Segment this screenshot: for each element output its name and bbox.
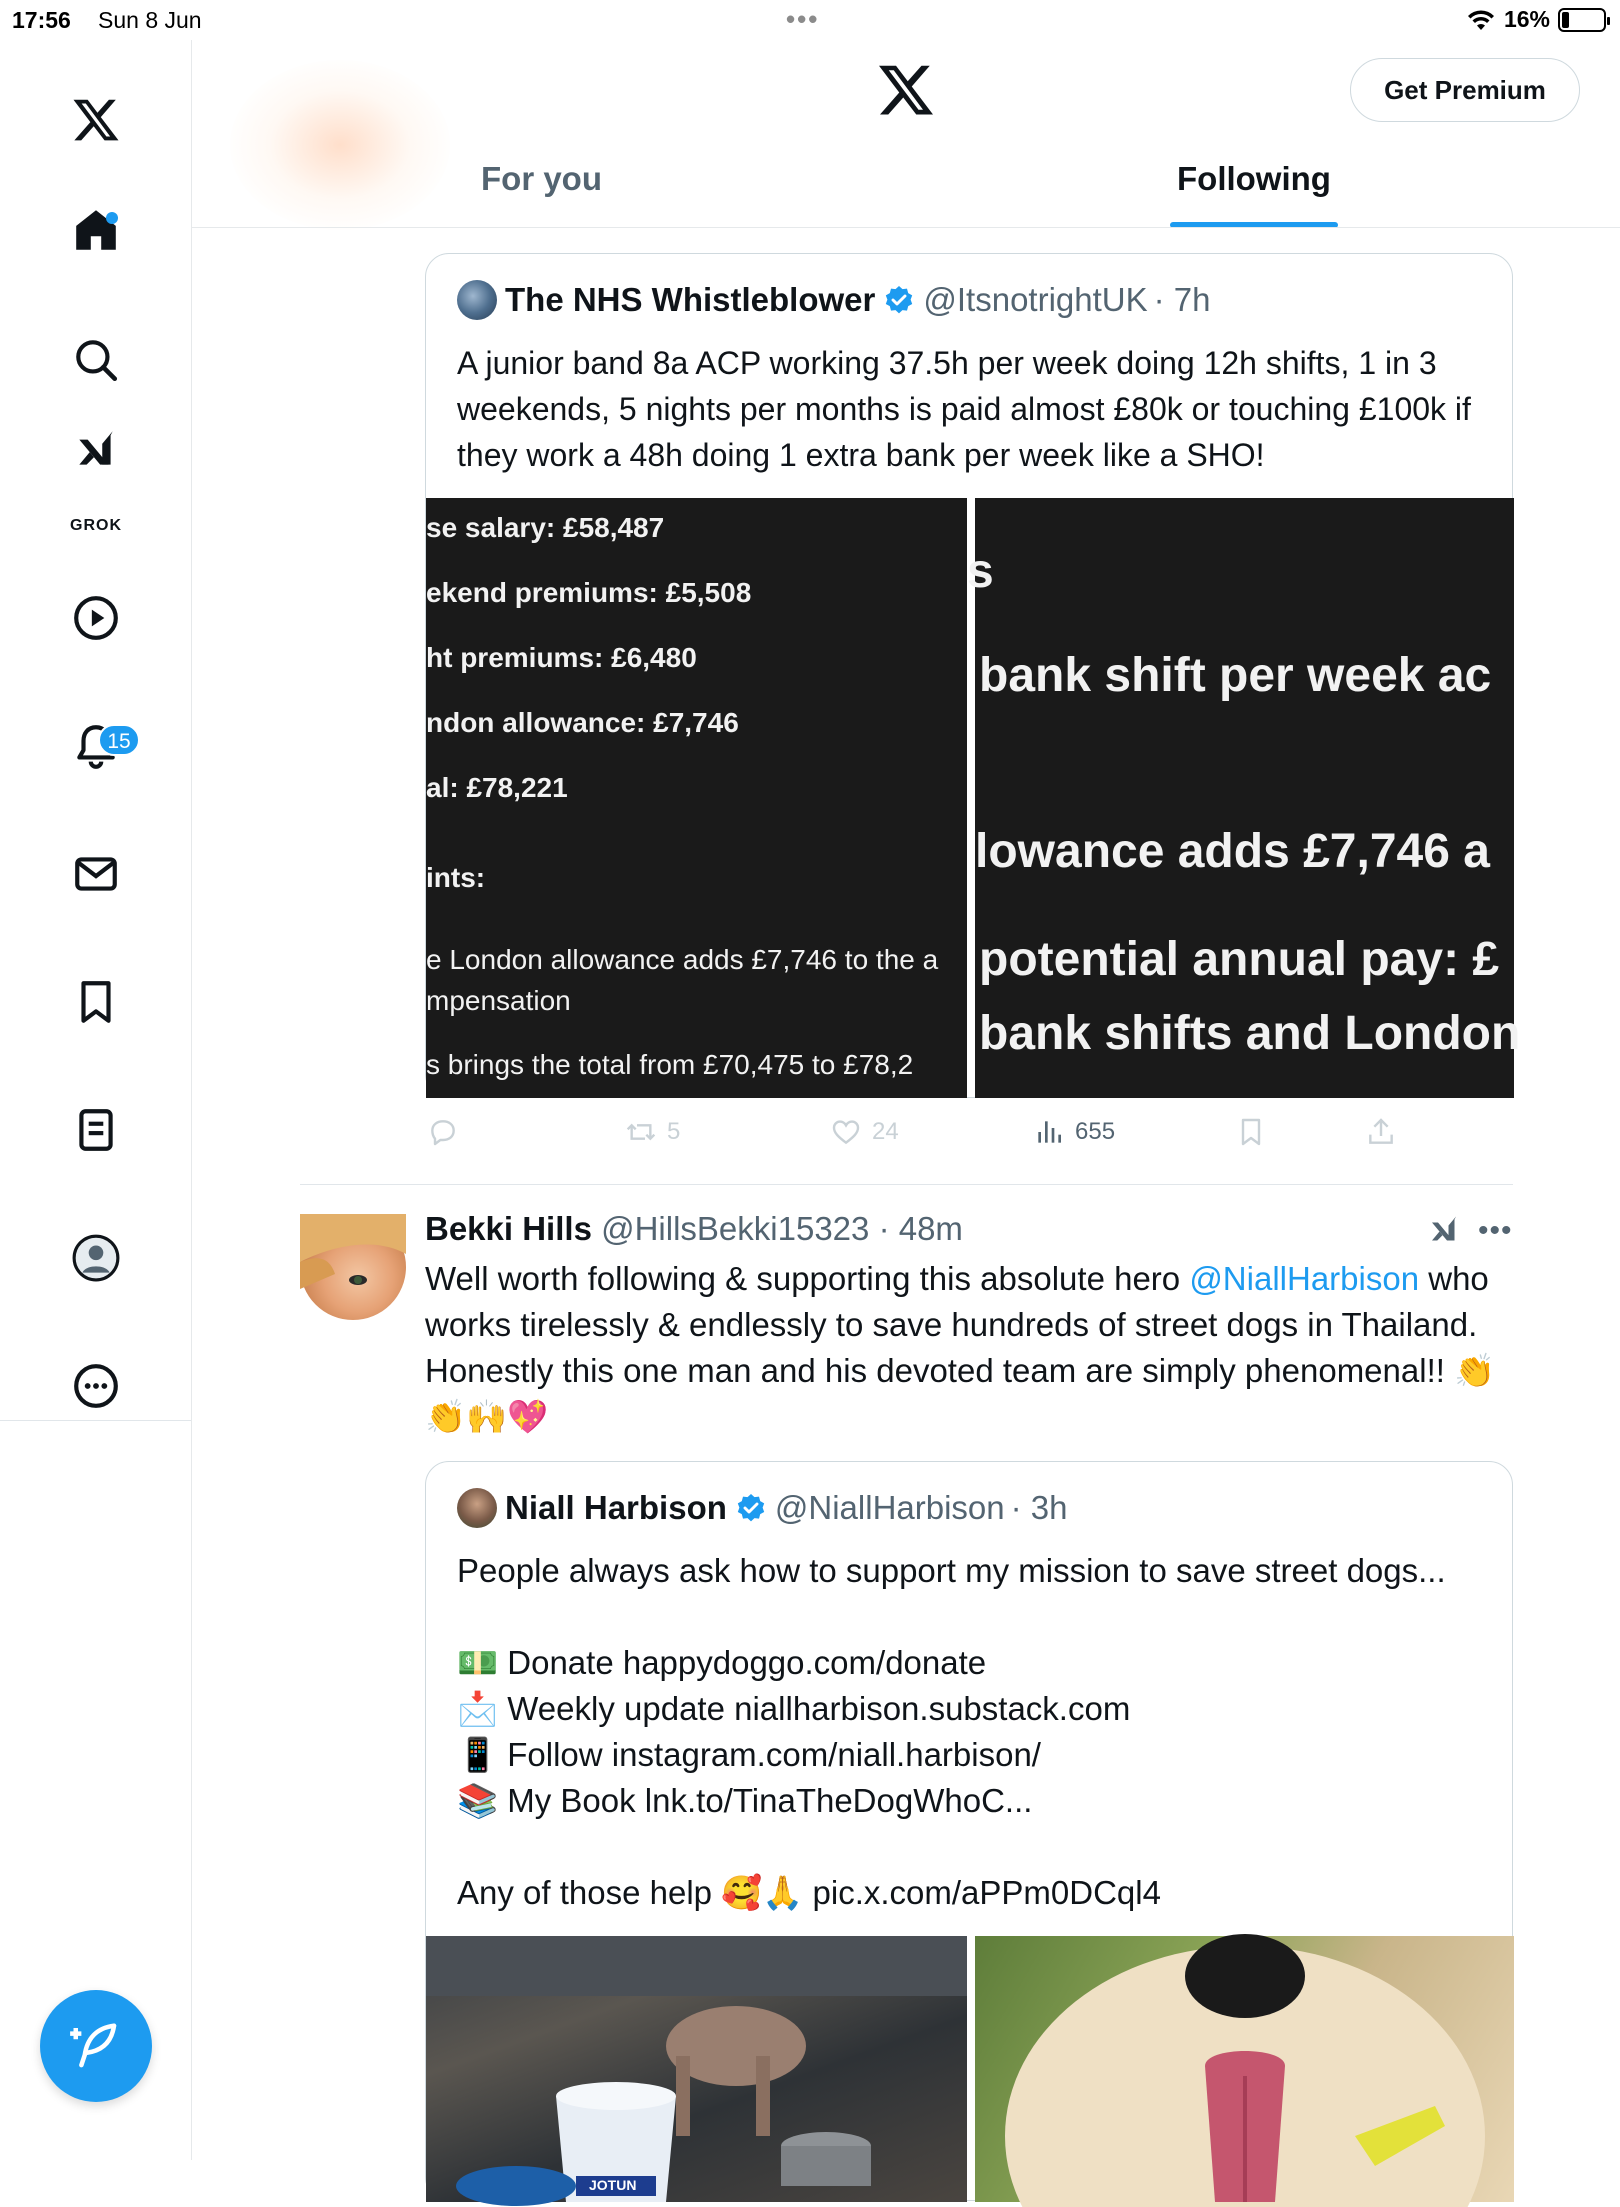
wifi-icon bbox=[1466, 8, 1496, 32]
media-text-line: s brings the total from £70,475 to £78,2 bbox=[426, 1049, 914, 1080]
status-date: Sun 8 Jun bbox=[98, 7, 202, 33]
quoted-tweet-text: A junior band 8a ACP working 37.5h per week doing 12h shifts, 1 in 3 weekends, 5 nights per months is paid almost £80k or touching £100k if they work a 48h doing 1 extra bank per week like a SHO! bbox=[457, 345, 1471, 473]
media-text-line: se salary: £58,487 bbox=[426, 512, 665, 543]
view-count: 655 bbox=[1075, 1118, 1116, 1145]
author-handle[interactable]: @NiallHarbison bbox=[774, 1489, 1005, 1526]
like-button[interactable] bbox=[830, 1116, 899, 1148]
media-image-right[interactable] bbox=[967, 498, 1521, 1098]
tab-for-you[interactable]: For you bbox=[481, 160, 602, 197]
post-separator bbox=[300, 1184, 1513, 1185]
video-play-icon[interactable] bbox=[66, 588, 126, 648]
post-more-icon[interactable]: ••• bbox=[1478, 1214, 1513, 1247]
media-text-line: potential annual pay: £ bbox=[979, 933, 1500, 986]
quoted-tweet-header bbox=[457, 280, 1211, 320]
nav-divider bbox=[0, 1420, 192, 1421]
views-chart-icon bbox=[1033, 1116, 1065, 1148]
media-text-line: s bbox=[967, 545, 994, 598]
media-text-line: bank shift per week ac bbox=[979, 649, 1492, 702]
text-line: Any of those help 🥰🙏 pic.x.com/aPPm0DCql4 bbox=[457, 1874, 1161, 1911]
quoted-tweet-text bbox=[457, 1548, 1497, 1916]
home-icon[interactable] bbox=[66, 200, 126, 260]
media-text-line: mpensation bbox=[426, 985, 571, 1016]
multitasking-dots-icon[interactable]: ••• bbox=[786, 4, 820, 34]
paint-bucket-label: JOTUN bbox=[589, 2177, 637, 2193]
author-handle[interactable]: @ItsnotrightUK bbox=[923, 281, 1148, 318]
post-text bbox=[425, 1256, 1515, 1440]
verified-badge-icon bbox=[883, 284, 915, 316]
header-bottom-border bbox=[192, 227, 1620, 228]
post-text-part: who works tirelessly & endlessly to save hundreds of street dogs in Thailand. Honestly this one man and his devoted team are simply phenomenal!! 👏👏🙌💖 bbox=[425, 1260, 1496, 1435]
x-logo-icon[interactable] bbox=[66, 90, 126, 150]
status-time: 17:56 bbox=[12, 7, 71, 33]
post-time: · 48m bbox=[878, 1210, 963, 1247]
post-actions bbox=[425, 1116, 1425, 1156]
post-time: · 7h bbox=[1153, 281, 1211, 318]
bookmark-icon[interactable] bbox=[66, 972, 126, 1032]
media-text-line: bank shifts and London bbox=[979, 1007, 1521, 1060]
nav-rail-border bbox=[191, 1420, 192, 2160]
profile-avatar-icon[interactable] bbox=[66, 1228, 126, 1288]
media-text-line: ht premiums: £6,480 bbox=[426, 642, 697, 673]
bookmark-post-button[interactable] bbox=[1235, 1116, 1267, 1148]
share-upload-icon bbox=[1365, 1116, 1397, 1148]
battery-icon bbox=[1558, 8, 1606, 32]
author-handle[interactable]: @HillsBekki15323 bbox=[601, 1210, 870, 1247]
text-line: 📱 Follow instagram.com/niall.harbison/ bbox=[457, 1736, 1041, 1773]
status-bar bbox=[0, 0, 1620, 40]
repost-icon bbox=[625, 1116, 657, 1148]
notifications-badge: 15 bbox=[98, 724, 140, 756]
quoted-tweet-card[interactable] bbox=[425, 253, 1521, 1098]
text-line bbox=[457, 1594, 1497, 1640]
media-text-line: ndon allowance: £7,746 bbox=[426, 707, 739, 738]
mention-link[interactable]: @NiallHarbison bbox=[1189, 1260, 1420, 1297]
repost-count: 5 bbox=[667, 1118, 681, 1145]
more-options-icon[interactable] bbox=[66, 1356, 126, 1416]
text-line: 💵 Donate happydoggo.com/donate bbox=[457, 1644, 987, 1681]
text-line bbox=[457, 1824, 1497, 1870]
reply-button[interactable] bbox=[427, 1116, 459, 1148]
messages-envelope-icon[interactable] bbox=[66, 844, 126, 904]
lists-icon[interactable] bbox=[66, 1100, 126, 1160]
globe-avatar[interactable] bbox=[457, 280, 497, 320]
media-text-line: ekend premiums: £5,508 bbox=[426, 577, 752, 608]
battery-percent: 16% bbox=[1503, 6, 1550, 32]
left-navigation bbox=[0, 40, 192, 1420]
dog-photo-left[interactable] bbox=[426, 1936, 967, 2202]
compose-feather-icon bbox=[69, 2019, 123, 2073]
media-text-line: e London allowance adds £7,746 to the a bbox=[426, 944, 939, 975]
tab-following[interactable]: Following bbox=[1177, 160, 1331, 197]
post-header bbox=[425, 1210, 963, 1248]
heart-icon bbox=[830, 1116, 862, 1148]
author-name[interactable]: Bekki Hills bbox=[425, 1210, 592, 1247]
quoted-tweet-header bbox=[457, 1488, 1068, 1528]
dog-photo-right[interactable] bbox=[975, 1936, 1514, 2202]
post-text-part: Well worth following & supporting this absolute hero bbox=[425, 1260, 1190, 1297]
bookmark-icon bbox=[1235, 1116, 1267, 1148]
text-line: 📚 My Book lnk.to/TinaTheDogWhoC... bbox=[457, 1782, 1033, 1819]
grok-explain-icon[interactable] bbox=[1426, 1212, 1462, 1248]
home-unread-dot bbox=[106, 212, 118, 224]
search-icon[interactable] bbox=[66, 330, 126, 390]
views-button[interactable] bbox=[1033, 1116, 1115, 1148]
media-text-line: lowance adds £7,746 a bbox=[975, 825, 1490, 878]
reply-bubble-icon bbox=[427, 1116, 459, 1148]
x-logo-center-icon[interactable] bbox=[876, 60, 936, 120]
grok-label: GROK bbox=[70, 517, 122, 534]
media-image-left[interactable] bbox=[426, 498, 967, 1098]
author-name[interactable]: The NHS Whistleblower bbox=[505, 281, 876, 318]
text-line: 📩 Weekly update niallharbison.substack.com bbox=[457, 1690, 1131, 1727]
verified-badge-icon bbox=[735, 1492, 767, 1524]
author-name[interactable]: Niall Harbison bbox=[505, 1489, 727, 1526]
author-avatar[interactable] bbox=[457, 1488, 497, 1528]
media-text-line: ints: bbox=[426, 862, 486, 893]
repost-button[interactable] bbox=[625, 1116, 680, 1148]
status-right bbox=[1466, 6, 1606, 33]
media-text-line: al: £78,221 bbox=[426, 772, 568, 803]
grok-icon[interactable] bbox=[66, 420, 126, 480]
share-button[interactable] bbox=[1365, 1116, 1397, 1148]
post-time: · 3h bbox=[1010, 1489, 1068, 1526]
compose-post-button[interactable] bbox=[40, 1990, 152, 2102]
text-line: People always ask how to support my mission to save street dogs... bbox=[457, 1552, 1446, 1589]
like-count: 24 bbox=[872, 1118, 899, 1145]
quoted-tweet-card[interactable] bbox=[425, 1461, 1513, 2201]
get-premium-button[interactable]: Get Premium bbox=[1350, 58, 1580, 122]
avatar[interactable] bbox=[300, 1214, 406, 1320]
